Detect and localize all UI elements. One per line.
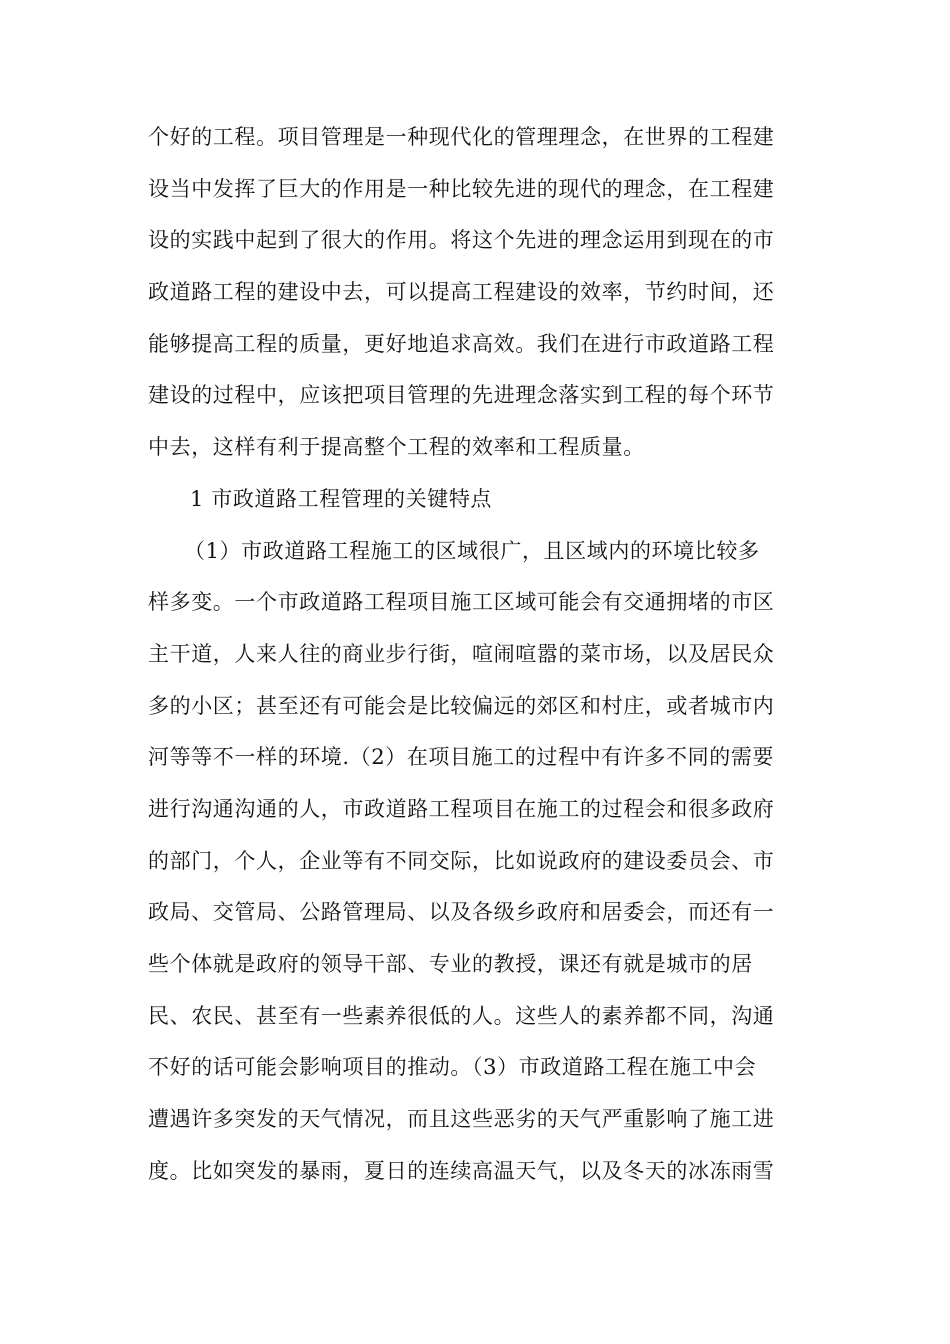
paragraph-line: 进行沟通沟通的人，市政道路工程项目在施工的过程会和很多政府 bbox=[148, 796, 775, 821]
paragraph-line: 主干道，人来人往的商业步行街，喧闹喧嚣的菜市场，以及居民众 bbox=[148, 641, 775, 666]
paragraph-line: 样多变。一个市政道路工程项目施工区域可能会有交通拥堵的市区 bbox=[148, 590, 775, 615]
document-body bbox=[148, 112, 808, 1197]
paragraph-line: 些个体就是政府的领导干部、专业的教授，课还有就是城市的居 bbox=[148, 952, 753, 976]
paragraph-line: 的部门，个人，企业等有不同交际，比如说政府的建设委员会、市 bbox=[148, 848, 775, 873]
paragraph-line: （1）市政道路工程施工的区域很广，且区域内的环境比较多 bbox=[184, 538, 760, 563]
paragraph-line: 设当中发挥了巨大的作用是一种比较先进的现代的理念，在工程建 bbox=[148, 176, 775, 201]
paragraph-line: 多的小区；甚至还有可能会是比较偏远的郊区和村庄，或者城市内 bbox=[148, 693, 775, 718]
paragraph-line: 遭遇许多突发的天气情况，而且这些恶劣的天气严重影响了施工进 bbox=[148, 1107, 775, 1132]
paragraph-line: 民、农民、甚至有一些素养很低的人。这些人的素养都不同，沟通 bbox=[148, 1003, 775, 1028]
paragraph-line: 能够提高工程的质量，更好地追求高效。我们在进行市政道路工程 bbox=[148, 331, 775, 356]
paragraph-line: 河等等不一样的环境.（2）在项目施工的过程中有许多不同的需要 bbox=[148, 745, 775, 770]
paragraph-line: 个好的工程。项目管理是一种现代化的管理理念，在世界的工程建 bbox=[148, 125, 775, 149]
paragraph-line: 度。比如突发的暴雨，夏日的连续高温天气，以及冬天的冰冻雨雪 bbox=[148, 1158, 775, 1183]
section-heading: 1 市政道路工程管理的关键特点 bbox=[190, 486, 493, 511]
paragraph-line: 建设的过程中，应该把项目管理的先进理念落实到工程的每个环节 bbox=[148, 383, 775, 408]
paragraph-line: 政道路工程的建设中去，可以提高工程建设的效率，节约时间，还 bbox=[148, 280, 775, 305]
paragraph-line: 中去，这样有利于提高整个工程的效率和工程质量。 bbox=[148, 435, 645, 460]
paragraph-line: 不好的话可能会影响项目的推动。（3）市政道路工程在施工中会 bbox=[148, 1055, 757, 1080]
paragraph-line: 政局、交管局、公路管理局、以及各级乡政府和居委会，而还有一 bbox=[148, 900, 775, 925]
paragraph-line: 设的实践中起到了很大的作用。将这个先进的理念运用到现在的市 bbox=[148, 228, 775, 253]
